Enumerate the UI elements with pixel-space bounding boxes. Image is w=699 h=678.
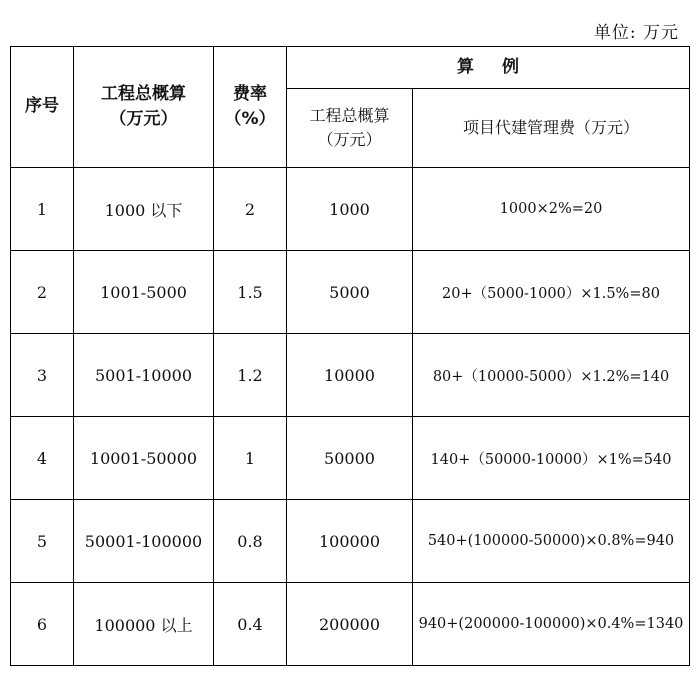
- cell-range: 1001-5000: [74, 251, 214, 334]
- cell-rate: 1.2: [214, 334, 287, 417]
- table-row: [11, 417, 690, 500]
- cell-total: 50000: [287, 417, 413, 500]
- table-row: [11, 583, 690, 666]
- cell-calc: 1000×2%=20: [413, 168, 690, 251]
- header-example-total-line1: 工程总概算: [309, 106, 390, 125]
- cell-calc: 80+（10000-5000）×1.2%=140: [413, 334, 690, 417]
- fee-rate-table: [10, 46, 690, 666]
- header-rate-line1: 费率: [233, 83, 267, 104]
- cell-calc: 140+（50000-10000）×1%=540: [413, 417, 690, 500]
- header-example-total: [287, 89, 413, 168]
- header-project-total-line2: （万元）: [109, 109, 178, 129]
- cell-range: 100000 以上: [74, 583, 214, 666]
- cell-rate: 1.5: [214, 251, 287, 334]
- header-rate: [214, 47, 287, 168]
- cell-calc: 20+（5000-1000）×1.5%=80: [413, 251, 690, 334]
- cell-index: 4: [11, 417, 74, 500]
- cell-rate: 0.8: [214, 500, 287, 583]
- unit-note: 单位: 万元: [593, 23, 679, 43]
- cell-rate: 1: [214, 417, 287, 500]
- cell-rate: 2: [214, 168, 287, 251]
- cell-rate: 0.4: [214, 583, 287, 666]
- cell-index: 5: [11, 500, 74, 583]
- header-example-total-line2: （万元）: [317, 130, 382, 149]
- cell-calc: 940+(200000-100000)×0.4%=1340: [413, 583, 690, 666]
- header-example-group: 算例: [287, 47, 690, 89]
- cell-index: 2: [11, 251, 74, 334]
- cell-range: 5001-10000: [74, 334, 214, 417]
- cell-total: 5000: [287, 251, 413, 334]
- header-project-total: [74, 47, 214, 168]
- table-row: [11, 168, 690, 251]
- cell-total: 1000: [287, 168, 413, 251]
- cell-total: 100000: [287, 500, 413, 583]
- table-row: [11, 251, 690, 334]
- header-example-fee: 项目代建管理费（万元）: [413, 89, 690, 168]
- table-row: [11, 334, 690, 417]
- header-rate-line2: （%）: [224, 109, 276, 129]
- cell-total: 200000: [287, 583, 413, 666]
- table-row: [11, 500, 690, 583]
- cell-total: 10000: [287, 334, 413, 417]
- cell-index: 6: [11, 583, 74, 666]
- cell-range: 10001-50000: [74, 417, 214, 500]
- cell-range: 1000 以下: [74, 168, 214, 251]
- cell-index: 3: [11, 334, 74, 417]
- cell-range: 50001-100000: [74, 500, 214, 583]
- cell-index: 1: [11, 168, 74, 251]
- cell-calc: 540+(100000-50000)×0.8%=940: [413, 500, 690, 583]
- header-project-total-line1: 工程总概算: [101, 83, 186, 104]
- header-index: 序号: [11, 47, 74, 168]
